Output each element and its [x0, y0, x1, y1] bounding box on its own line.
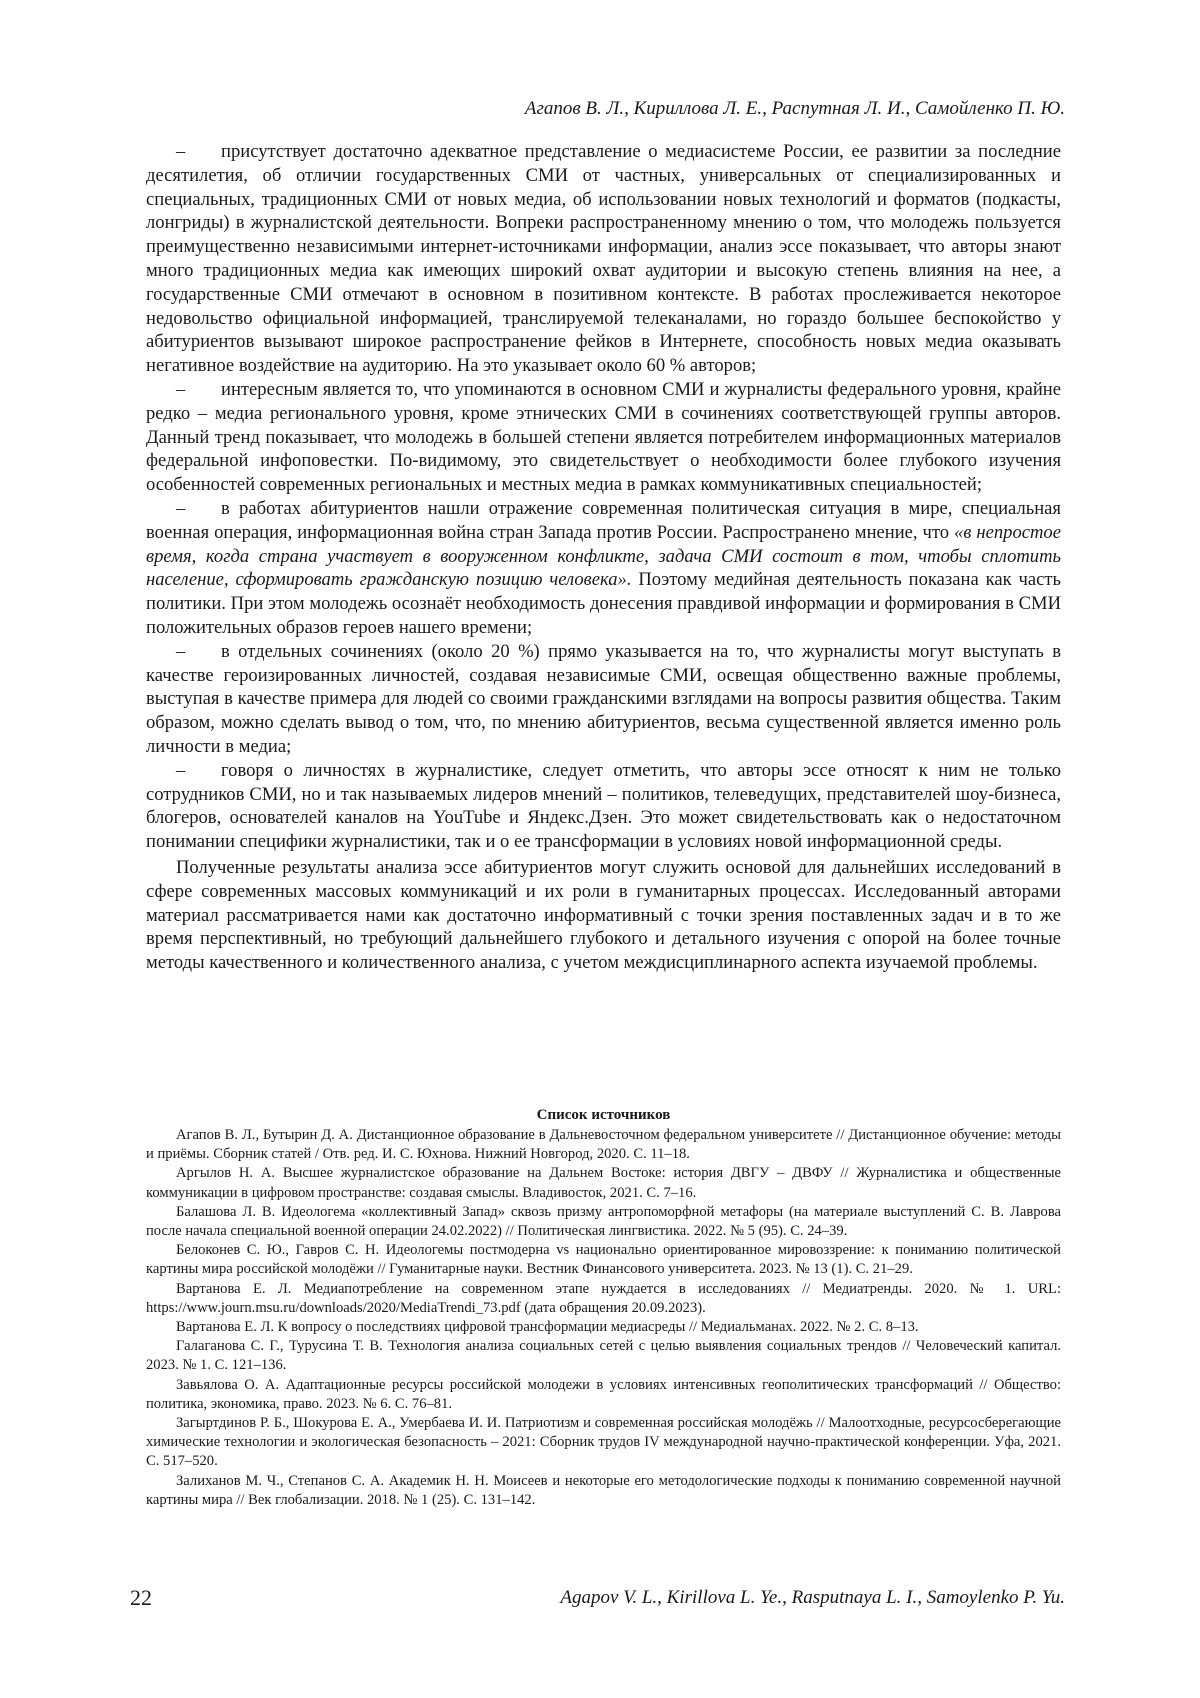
bullet-item — [146, 378, 1061, 497]
bullet-text: говоря о личностях в журналистике, следует отметить, что авторы эссе относят к ним не только сотрудников СМИ, но и так называемых лидеров мнений – политиков, телеведущих, представителей шоу-бизнеса, блогеров, основателей каналов на YouTube и Яндекс.Дзен. Это может свидетельствовать как о недостаточном понимании специфики журналистики, так и о ее трансформации в условиях новой информационной среды. — [146, 759, 1061, 853]
bullet-text: присутствует достаточно адекватное представление о медиасистеме России, ее развитии за последние десятилетия, об отличии государственных СМИ от частных, универсальных от специализированных и специальных, традиционных СМИ от новых медиа, об использовании новых технологий и форматов (подкасты, лонгриды) в журналистской деятельности. Вопреки распространенному мнению о том, что молодежь пользуется преимущественно независимыми интернет-источниками информации, анализ эссе показывает, что авторы знают много традиционных медиа как имеющих широкий охват аудитории и высокую степень влияния на нее, а государственные СМИ отмечают в основном в позитивном контексте. В работах прослеживается некоторое недовольство официальной информацией, транслируемой телеканалами, но гораздо большее беспокойство у абитуриентов вызывают широкое распространение фейков в Интернете, способность новых медиа оказывать негативное воздействие на аудиторию. На это указывает около 60 % авторов; — [146, 141, 1061, 377]
footer-authors: Agapov V. L., Kirillova L. Ye., Rasputnaya L. I., Samoylenko P. Yu. — [560, 1587, 1065, 1608]
bullet-dash: – — [176, 378, 186, 400]
bullet-item — [146, 497, 1061, 640]
reference-item: Вартанова Е. Л. К вопросу о последствиях цифровой трансформации медиасреды // Медиальманах. 2022. № 2. С. 8–13. — [176, 1319, 919, 1336]
reference-item: Галаганова С. Г., Турусина Т. В. Технология анализа социальных сетей с целью выявления социальных трендов // Человеческий капитал. 2023. № 1. С. 121–136. — [146, 1338, 1061, 1374]
references-title: Список источников — [536, 1107, 671, 1123]
reference-item: Загыртдинов Р. Б., Шокурова Е. А., Умербаева И. И. Патриотизм и современная российская молодёжь // Малоотходные, ресурсосберегающие химические технологии и экологическая безопасность – 2021: Сборник трудов IV международной научно-практической конференции. Уфа, 2021. С. 517–520. — [146, 1415, 1061, 1470]
article-body — [146, 140, 1061, 975]
reference-item: Залиханов М. Ч., Степанов С. А. Академик Н. Н. Моисеев и некоторые его методологические подходы к пониманию современной научной картины мира // Век глобализации. 2018. № 1 (25). С. 131–142. — [146, 1472, 1061, 1508]
running-head-authors: Агапов В. Л., Кириллова Л. Е., Распутная Л. И., Самойленко П. Ю. — [524, 98, 1065, 119]
bullet-text: в работах абитуриентов нашли отражение современная политическая ситуация в мире, специальная военная операция, информационная война стран Запада против России. Распространено мнение, что — [146, 497, 1061, 543]
reference-item: Белоконев С. Ю., Гавров С. Н. Идеологемы постмодерна vs национально ориентированное мировоззрение: к пониманию политической картины мира российской молодёжи // Гуманитарные науки. Вестник Финансового университета. 2023. № 13 (1). С. 21–29. — [146, 1242, 1061, 1278]
reference-item: Аргылов Н. А. Высшее журналистское образование на Дальнем Востоке: история ДВГУ – ДВФУ // Журналистика и общественные коммуникации в цифровом пространстве: создавая смыслы. Владивосток, 2021. С. 7–16. — [146, 1165, 1061, 1201]
bullet-dash: – — [176, 759, 186, 781]
bullet-text: в отдельных сочинениях (около 20 %) прямо указывается на то, что журналисты могут выступать в качестве героизированных личностей, создавая независимые СМИ, освещая общественно важные проблемы, выступая в качестве примера для людей со своими гражданскими взглядами на вопросы развития общества. Таким образом, можно сделать вывод о том, что, по мнению абитуриентов, весьма существенной является именно роль личности в медиа; — [146, 640, 1061, 757]
references-list — [146, 1126, 1061, 1510]
page-number: 22 — [130, 1585, 152, 1610]
bullet-item — [146, 759, 1061, 854]
bullet-text-after: Поэтому медийная деятельность показана как часть политики. При этом молодежь осознаёт необходимость донесения правдивой информации и формирования в СМИ положительных образов героев нашего времени; — [146, 569, 1061, 638]
reference-item: Агапов В. Л., Бутырин Д. А. Дистанционное образование в Дальневосточном федеральном университете // Дистанционное обучение: методы и приёмы. Сборник статей / Отв. ред. И. С. Юхнова. Нижний Новгород, 2020. С. 11–18. — [146, 1127, 1061, 1163]
bullet-item — [146, 640, 1061, 759]
bullet-quote: «в непростое время, когда страна участвует в вооруженном конфликте, задача СМИ состоит в том, чтобы сплотить население, сформировать гражданскую позицию человека». — [146, 521, 1061, 591]
bullet-text: интересным является то, что упоминаются в основном СМИ и журналисты федерального уровня, крайне редко – медиа регионального уровня, кроме этнических СМИ в сочинениях соответствующей группы авторов. Данный тренд показывает, что молодежь в большей степени является потребителем информационных материалов федеральной инфоповестки. По-видимому, это свидетельствует о необходимости более глубокого изучения особенностей современных региональных и местных медиа в рамках коммуникативных специальностей; — [146, 378, 1061, 496]
bullet-dash: – — [176, 640, 186, 662]
reference-item: Вартанова Е. Л. Медиапотребление на современном этапе нуждается в исследованиях // Медиатренды. 2020. № 1. URL: https://www.journ.msu.ru/downloads/2020/MediaTrendi_73.pdf (дата обращения 20.09.2023). — [146, 1280, 1061, 1316]
bullet-dash: – — [176, 497, 186, 519]
bullet-item — [146, 140, 1061, 378]
reference-item: Завьялова О. А. Адаптационные ресурсы российской молодежи в условиях интенсивных геополитических трансформаций // Общество: политика, экономика, право. 2023. № 6. С. 76–81. — [146, 1376, 1061, 1412]
conclusion-paragraph: Полученные результаты анализа эссе абитуриентов могут служить основой для дальнейших исследований в сфере современных массовых коммуникаций и их роли в гуманитарных процессах. Исследованный авторами материал рассматривается нами как достаточно информативный с точки зрения поставленных задач и в то же время перспективный, но требующий дальнейшего глубокого и детального изучения с опорой на более точные методы качественного и количественного анализа, с учетом междисциплинарного аспекта изучаемой проблемы. — [146, 856, 1061, 974]
bullet-dash: – — [176, 141, 186, 162]
reference-item: Балашова Л. В. Идеологема «коллективный Запад» сквозь призму антропоморфной метафоры (на материале выступлений С. В. Лаврова после начала специальной военной операции 24.02.2022) // Политическая лингвистика. 2022. № 5 (95). С. 24–39. — [146, 1203, 1061, 1240]
